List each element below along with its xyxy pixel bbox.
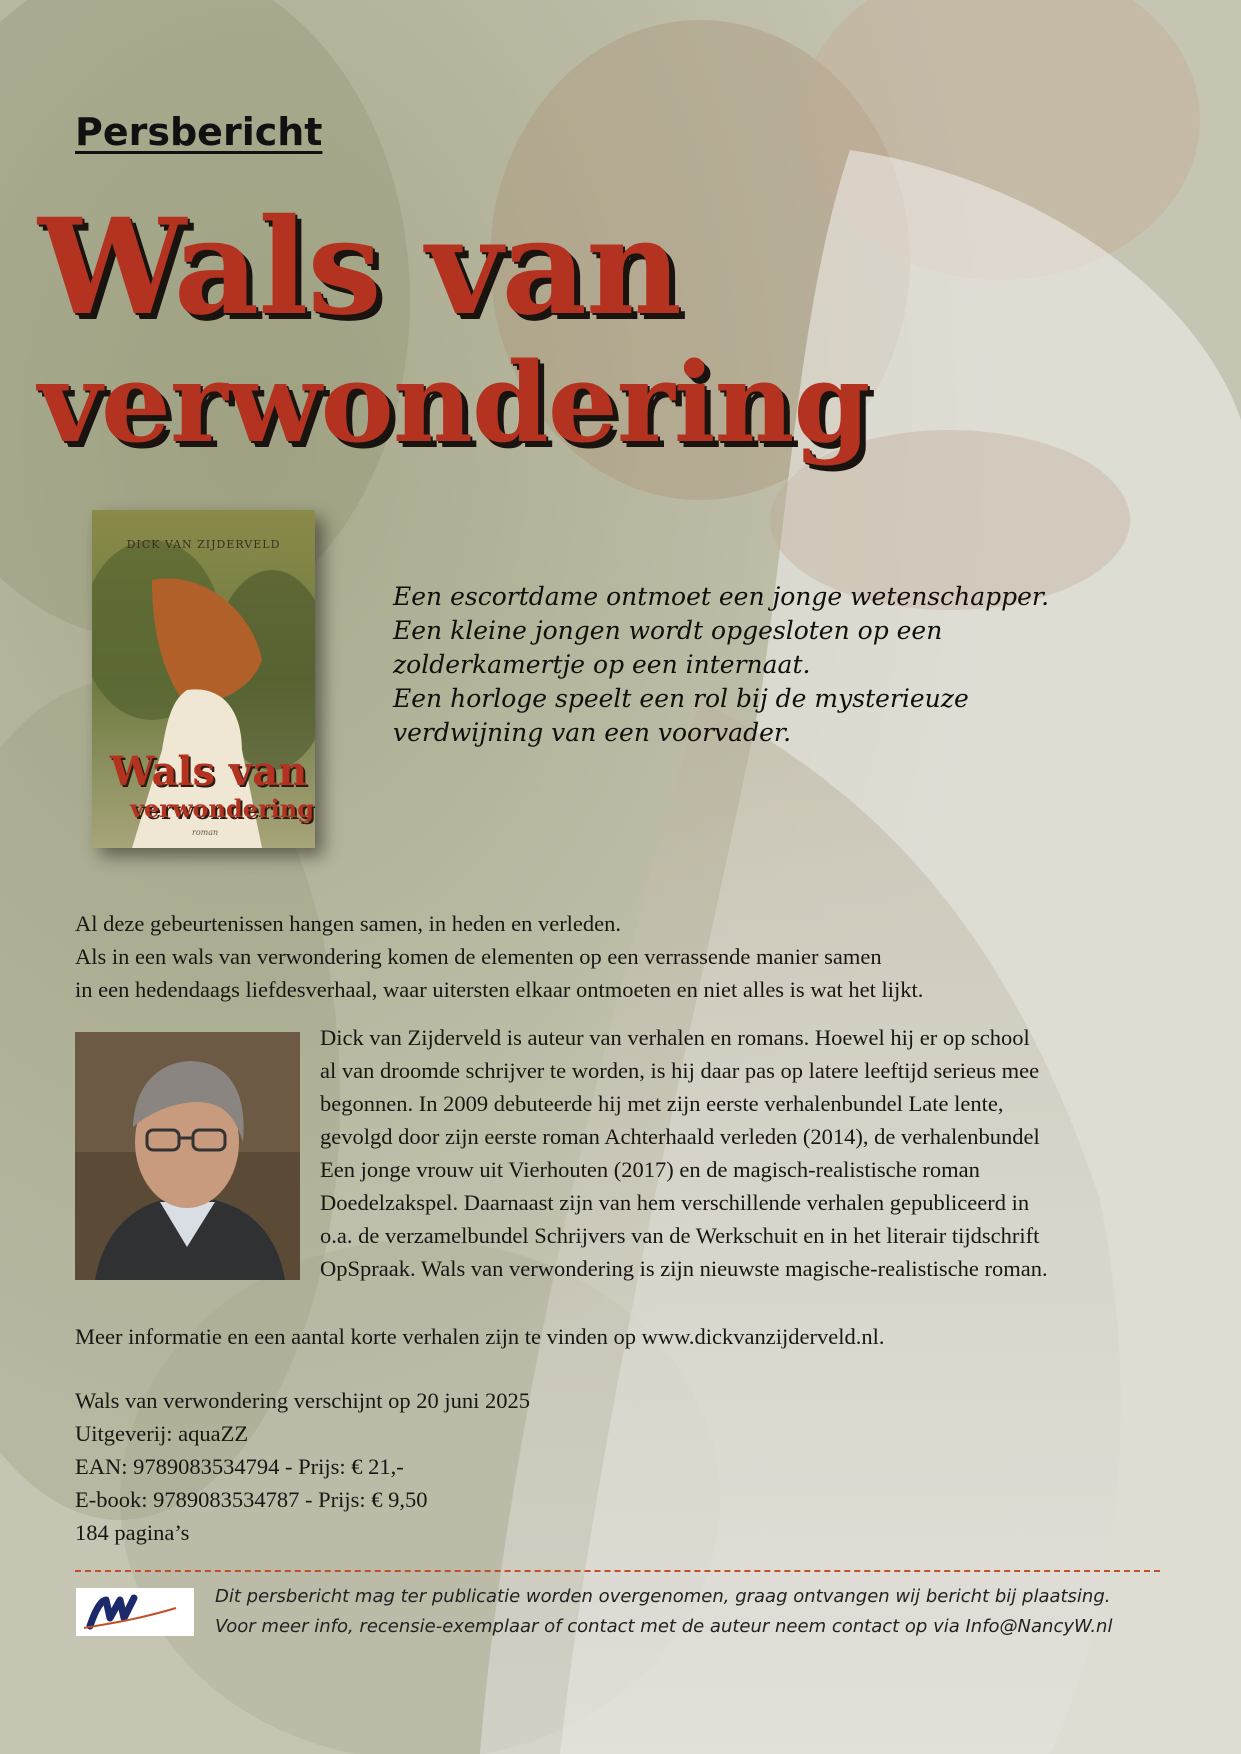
press-release-label: Persbericht bbox=[75, 110, 323, 154]
book-title-line1: Wals van bbox=[38, 190, 681, 345]
nancyw-logo bbox=[76, 1588, 194, 1636]
bio-line: o.a. de verzamelbundel Schrijvers van de Werkschuit en in het literair tijdschrift bbox=[320, 1223, 1040, 1248]
publisher: Uitgeverij: aquaZZ bbox=[75, 1421, 249, 1446]
intro-teaser bbox=[393, 580, 1133, 750]
more-info-text: Meer informatie en een aantal korte verhalen zijn te vinden op www.dickvanzijderveld.nl. bbox=[75, 1324, 885, 1349]
book-details bbox=[75, 1384, 530, 1549]
footer-line-2: Voor meer info, recensie-exemplaar of contact met de auteur neem contact op via Info@NancyW.nl bbox=[215, 1616, 1113, 1637]
release-date: Wals van verwondering verschijnt op 20 juni 2025 bbox=[75, 1388, 530, 1413]
ean-price: EAN: 9789083534794 - Prijs: € 21,- bbox=[75, 1454, 404, 1479]
bio-line: Doedelzakspel. Daarnaast zijn van hem verschillende verhalen gepubliceerd in bbox=[320, 1190, 1030, 1215]
intro-line: Een escortdame ontmoet een jonge wetenschapper. bbox=[393, 582, 1050, 611]
intro-line: zolderkamertje op een internaat. bbox=[393, 650, 811, 679]
author-bio bbox=[320, 1021, 1180, 1285]
bio-line: gevolgd door zijn eerste roman Achterhaald verleden (2014), de verhalenbundel bbox=[320, 1124, 1040, 1149]
bio-line: begonnen. In 2009 debuteerde hij met zijn eerste verhalenbundel Late lente, bbox=[320, 1091, 1004, 1116]
bio-line: al van droomde schrijver te worden, is hij daar pas op latere leeftijd serieus mee bbox=[320, 1058, 1040, 1083]
bio-line: Een jonge vrouw uit Vierhouten (2017) en de magisch-realistische roman bbox=[320, 1157, 980, 1182]
summary-line: in een hedendaags liefdesverhaal, waar uitersten elkaar ontmoeten en niet alles is wat het lijkt. bbox=[75, 977, 924, 1002]
cover-title-line1: Wals van bbox=[110, 748, 308, 795]
bio-line: OpSpraak. Wals van verwondering is zijn nieuwste magische-realistische roman. bbox=[320, 1256, 1048, 1281]
summary-line: Als in een wals van verwondering komen de elementen op een verrassende manier samen bbox=[75, 944, 882, 969]
summary-paragraph bbox=[75, 907, 1155, 1006]
page-count: 184 pagina’s bbox=[75, 1520, 190, 1545]
bio-line: Dick van Zijderveld is auteur van verhalen en romans. Hoewel hij er op school bbox=[320, 1025, 1030, 1050]
footer-notice bbox=[215, 1582, 1112, 1642]
book-cover bbox=[92, 510, 315, 848]
cover-title-line2: verwondering bbox=[130, 794, 315, 823]
intro-line: Een kleine jongen wordt opgesloten op een bbox=[393, 616, 943, 645]
footer-line-1: Dit persbericht mag ter publicatie worden overgenomen, graag ontvangen wij bericht bij plaatsing. bbox=[215, 1586, 1111, 1607]
intro-line: verdwijning van een voorvader. bbox=[393, 718, 792, 747]
ebook-price: E-book: 9789083534787 - Prijs: € 9,50 bbox=[75, 1487, 428, 1512]
cover-author: DICK VAN ZIJDERVELD bbox=[126, 538, 281, 551]
summary-line: Al deze gebeurtenissen hangen samen, in heden en verleden. bbox=[75, 911, 622, 936]
footer-divider bbox=[75, 1570, 1160, 1572]
cover-subtitle: roman bbox=[192, 828, 219, 837]
author-photo bbox=[75, 1032, 300, 1280]
intro-line: Een horloge speelt een rol bij de mysterieuze bbox=[393, 684, 969, 713]
book-title-line2: verwondering bbox=[38, 338, 870, 467]
